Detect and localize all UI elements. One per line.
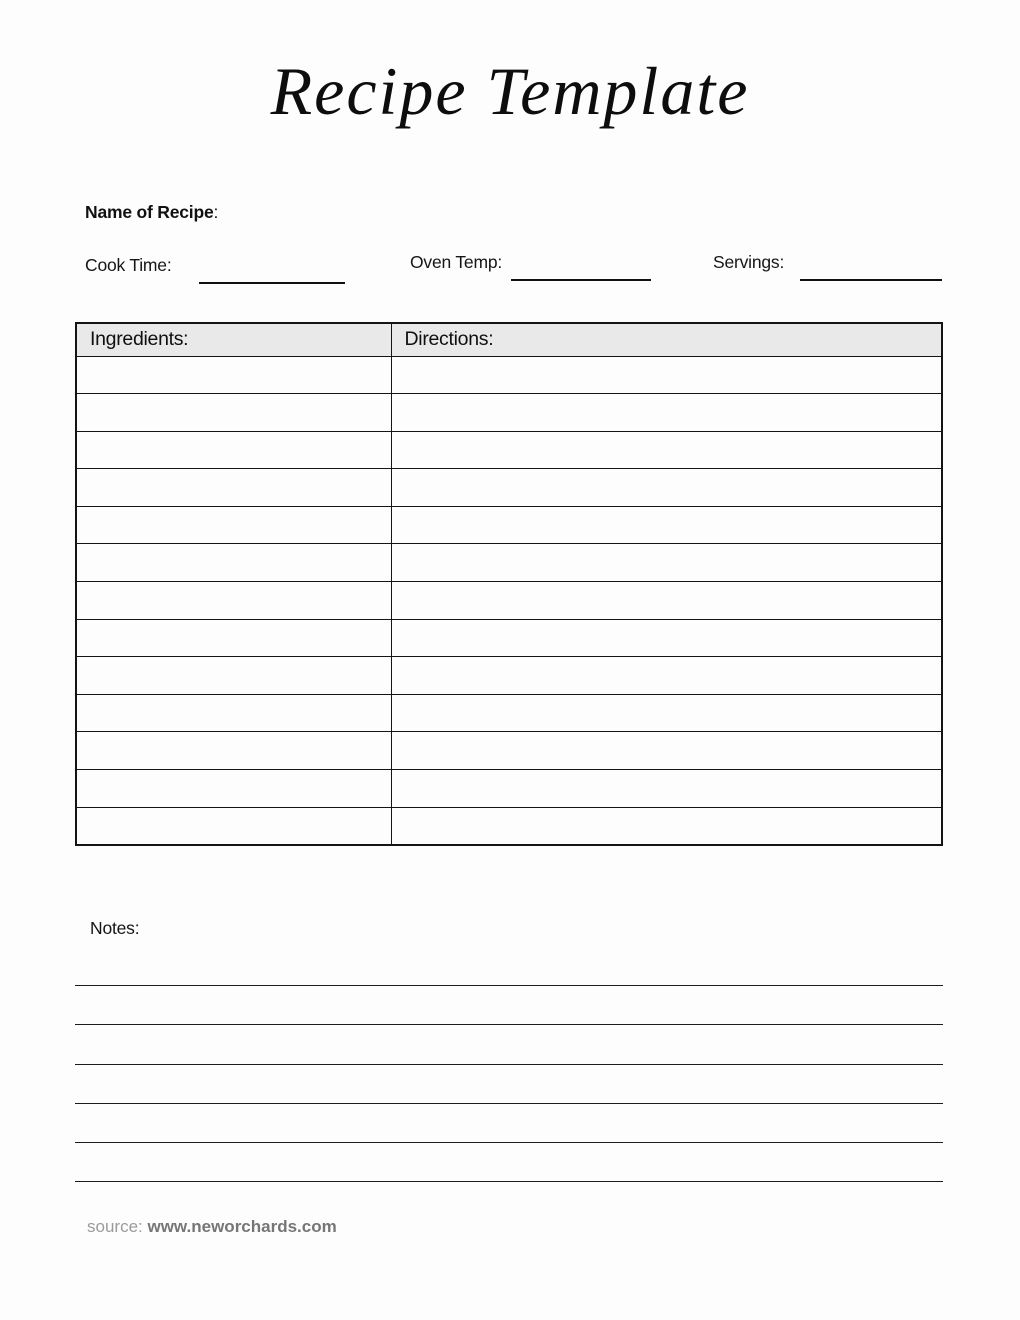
direction-cell[interactable] [391,356,942,394]
table-row [76,732,942,770]
ingredients-column-header: Ingredients: [76,323,391,356]
cook-time-input[interactable] [199,270,345,284]
oven-temp-label: Oven Temp: [410,252,503,272]
source-site: www.neworchards.com [147,1217,337,1236]
notes-line[interactable] [75,1065,943,1104]
direction-cell[interactable] [391,694,942,732]
table-row [76,356,942,394]
notes-label: Notes: [90,918,140,938]
direction-cell[interactable] [391,506,942,544]
ingredient-cell[interactable] [76,657,391,695]
notes-line[interactable] [75,1104,943,1143]
notes-line[interactable] [75,947,943,986]
direction-cell[interactable] [391,619,942,657]
name-of-recipe-label: Name of Recipe [85,202,214,222]
table-row [76,807,942,845]
direction-cell[interactable] [391,469,942,507]
ingredient-cell[interactable] [76,356,391,394]
directions-column-header: Directions: [391,323,942,356]
cook-time-label: Cook Time: [85,255,172,275]
notes-lines [75,947,943,1182]
table-body [76,356,942,845]
name-of-recipe-colon: : [213,202,219,222]
ingredient-cell[interactable] [76,619,391,657]
servings-input[interactable] [800,267,942,281]
table-row [76,619,942,657]
table-row [76,544,942,582]
servings-label: Servings: [713,252,785,272]
ingredient-cell[interactable] [76,770,391,808]
ingredient-cell[interactable] [76,394,391,432]
table-header-row [76,323,942,356]
notes-line[interactable] [75,986,943,1025]
ingredient-cell[interactable] [76,544,391,582]
ingredients-directions-table [75,322,943,846]
direction-cell[interactable] [391,657,942,695]
name-of-recipe-row [85,202,218,223]
table-row [76,582,942,620]
source-credit [87,1217,337,1237]
ingredient-cell[interactable] [76,582,391,620]
table-row [76,770,942,808]
table-row [76,431,942,469]
ingredient-cell[interactable] [76,807,391,845]
direction-cell[interactable] [391,807,942,845]
ingredient-cell[interactable] [76,732,391,770]
table-row [76,694,942,732]
notes-line[interactable] [75,1025,943,1064]
direction-cell[interactable] [391,394,942,432]
direction-cell[interactable] [391,431,942,469]
page-title: Recipe Template [270,53,750,129]
ingredient-cell[interactable] [76,469,391,507]
table-row [76,394,942,432]
ingredient-cell[interactable] [76,506,391,544]
table-row [76,506,942,544]
ingredient-cell[interactable] [76,431,391,469]
direction-cell[interactable] [391,732,942,770]
direction-cell[interactable] [391,582,942,620]
source-label: source: [87,1217,143,1236]
direction-cell[interactable] [391,544,942,582]
direction-cell[interactable] [391,770,942,808]
oven-temp-input[interactable] [511,267,651,281]
notes-line[interactable] [75,1143,943,1182]
table-row [76,657,942,695]
ingredient-cell[interactable] [76,694,391,732]
table-row [76,469,942,507]
